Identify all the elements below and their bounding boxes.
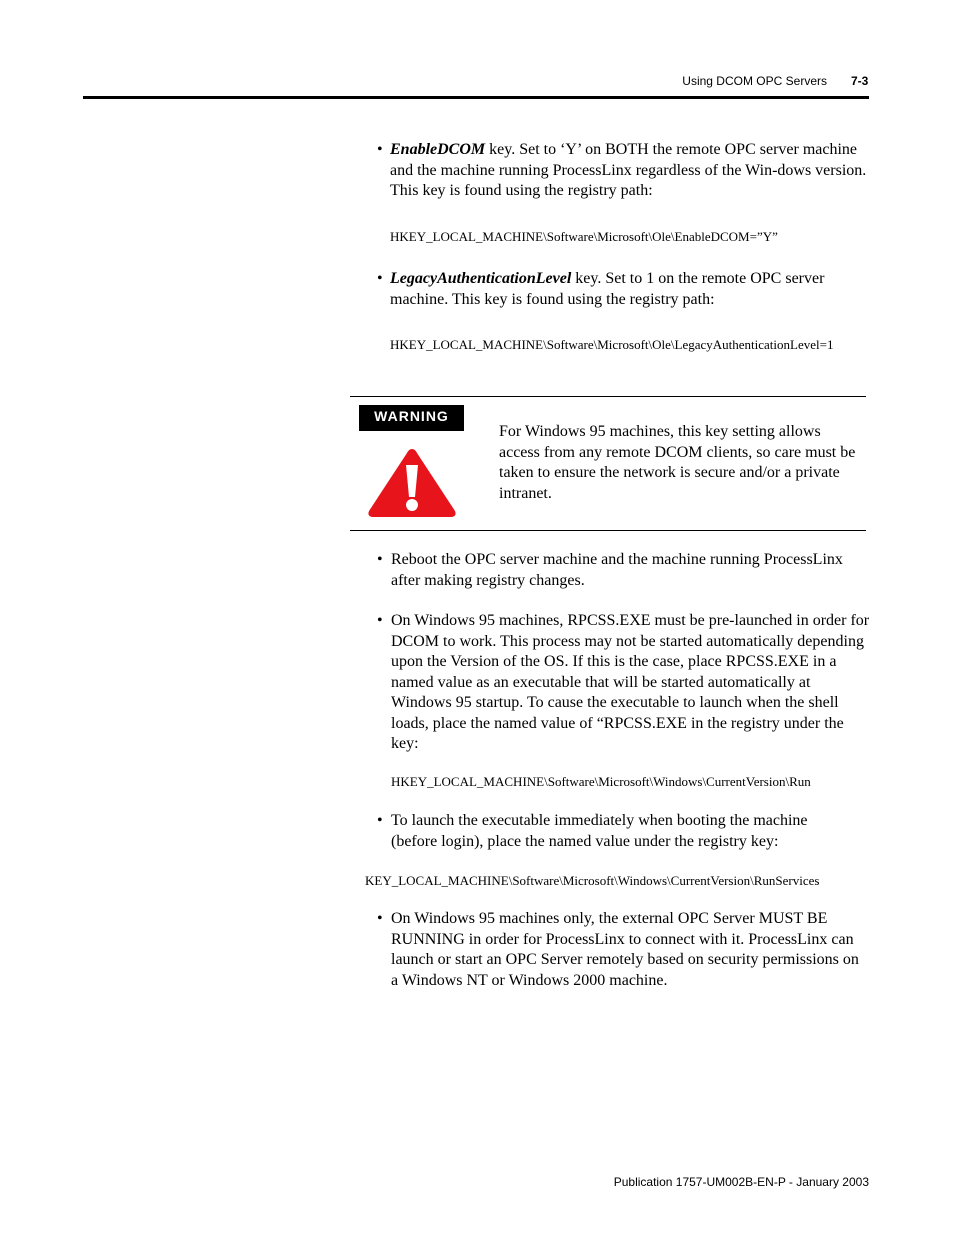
key-name-legacy-auth: LegacyAuthenticationLevel [390, 270, 572, 287]
running-header-title: Using DCOM OPC Servers [682, 74, 827, 88]
bullet-marker: • [377, 141, 383, 158]
bullet-marker: • [377, 612, 383, 629]
warning-label: WARNING [359, 405, 464, 431]
list-item-rpcss: On Windows 95 machines, RPCSS.EXE must be pre-launched in order for DCOM to work. This process may not be started automatically depending upon the Version of the OS. If this is the case, place RPCSS.EXE in a named value as an executable that will be started automatically at Windows 95 startup. To cause the executable to launch when the shell loads, place the named value of “RPCSS.EXE in the registry under the key: [391, 612, 870, 752]
bullet-marker: • [377, 910, 383, 927]
footer-publication: Publication 1757-UM002B-EN-P - January 2003 [613, 1175, 869, 1189]
bullet-marker: • [377, 812, 383, 829]
registry-path-runservices: KEY_LOCAL_MACHINE\Software\Microsoft\Windows\CurrentVersion\RunServices [365, 873, 820, 888]
list-item-text: key. Set to 1 on the remote OPC server machine. This key is found using the registry path: [390, 270, 825, 308]
list-item-text: key. Set to ‘Y’ on BOTH the remote OPC server machine and the machine running ProcessLinx regardless of the Win-dows version. This key is found using the registry path: [390, 141, 867, 199]
list-item-legacy-auth [390, 269, 868, 310]
bullet-marker: • [377, 551, 383, 568]
warning-text: For Windows 95 machines, this key setting allows access from any remote DCOM clients, so care must be taken to ensure the network is secure and/or a private intranet. [499, 423, 856, 502]
registry-path-enabledcom: HKEY_LOCAL_MACHINE\Software\Microsoft\Ole\EnableDCOM=”Y” [390, 229, 778, 244]
warning-top-rule [350, 396, 866, 397]
list-item-reboot: Reboot the OPC server machine and the machine running ProcessLinx after making registry changes. [391, 551, 843, 589]
list-item-launch: To launch the executable immediately when booting the machine (before login), place the named value under the registry key: [391, 812, 808, 850]
key-name-enabledcom: EnableDCOM [390, 141, 486, 158]
header-rule [83, 96, 869, 99]
registry-path-legacy-auth: HKEY_LOCAL_MACHINE\Software\Microsoft\Ole\LegacyAuthenticationLevel=1 [390, 337, 834, 352]
warning-triangle-icon [366, 445, 458, 519]
list-item-enabledcom [390, 140, 868, 202]
bullet-marker: • [377, 270, 383, 287]
warning-bottom-rule [350, 530, 866, 531]
page-number: 7-3 [851, 74, 869, 88]
list-item-win95-only: On Windows 95 machines only, the external OPC Server MUST BE RUNNING in order for ProcessLinx to connect with it. ProcessLinx can launch or start an OPC Server remotely based on security permissions on a Windows NT or Windows 2000 machine. [391, 910, 859, 989]
registry-path-run: HKEY_LOCAL_MACHINE\Software\Microsoft\Windows\CurrentVersion\Run [391, 774, 811, 789]
